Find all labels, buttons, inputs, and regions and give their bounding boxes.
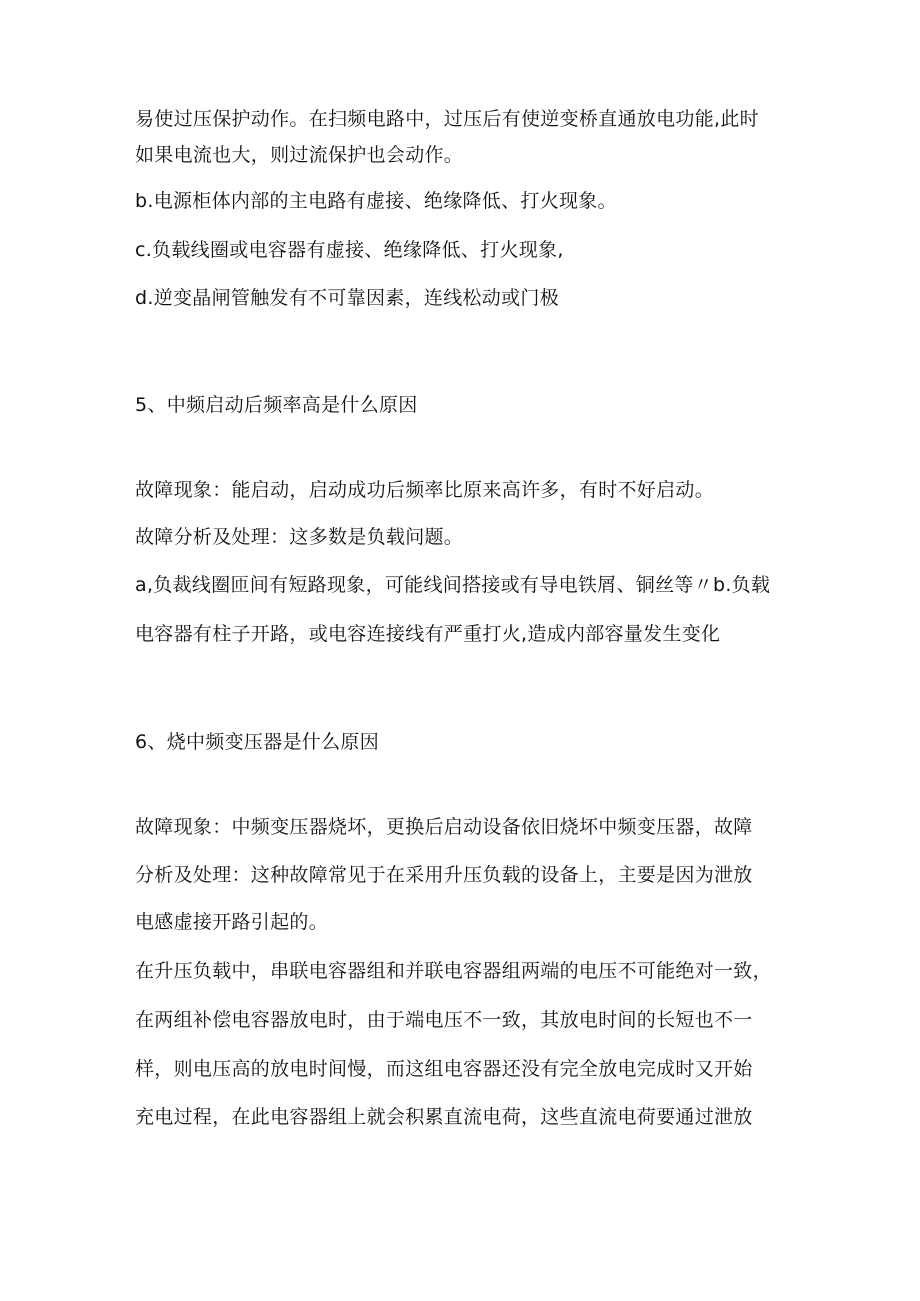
list-item-c: c.负载线圈或电容器有虚接、绝缘降低、打火现象, bbox=[135, 239, 564, 261]
paragraph-line: 如果电流也大，则过流保护也会动作。 bbox=[135, 144, 464, 166]
paragraph-line: 电容器有柱子开路，或电容连接线有严重打火,造成内部容量发生变化 bbox=[135, 623, 721, 645]
paragraph-line: 在两组补偿电容器放电时，由于端电压不一致，其放电时间的长短也不一 bbox=[135, 1009, 753, 1031]
section-heading-6: 6、烧中频变压器是什么原因 bbox=[135, 731, 379, 753]
list-item-a: a,负裁线圈匝间有短路现象，可能线间搭接或有导电铁屑、铜丝等〃b.负载 bbox=[135, 574, 771, 596]
list-item-d: d.逆变晶闸管触发有不可靠因素，连线松动或门极 bbox=[135, 287, 560, 309]
paragraph-line: 在升压负载中，串联电容器组和并联电容器组两端的电压不可能绝对一致， bbox=[135, 960, 772, 982]
paragraph-line: 充电过程，在此电容器组上就会积累直流电荷，这些直流电荷要通过泄放 bbox=[135, 1106, 753, 1128]
fault-analysis: 故障分析及处理：这多数是负载问题。 bbox=[135, 526, 464, 548]
list-item-b: b.电源柜体内部的主电路有虚接、绝缘降低、打火现象。 bbox=[135, 190, 617, 212]
section-heading-5: 5、中频启动后频率高是什么原因 bbox=[135, 394, 418, 416]
paragraph-line: 分析及处理：这种故障常见于在采用升压负载的设备上，主要是因为泄放 bbox=[135, 864, 753, 886]
fault-symptom: 故障现象：能启动，启动成功后频率比原来高许多，有时不好启动。 bbox=[135, 479, 715, 501]
paragraph-line: 易使过压保护动作。在扫频电路中，过压后有使逆变桥直通放电功能,此时 bbox=[135, 108, 759, 130]
paragraph-line: 样，则电压高的放电时间慢，而这组电容器还没有完全放电完成时又开始 bbox=[135, 1058, 753, 1080]
paragraph-line: 电感虚接开路引起的。 bbox=[135, 911, 329, 933]
fault-symptom: 故障现象：中频变压器烧坏，更换后启动设备依旧烧坏中频变压器，故障 bbox=[135, 816, 753, 838]
